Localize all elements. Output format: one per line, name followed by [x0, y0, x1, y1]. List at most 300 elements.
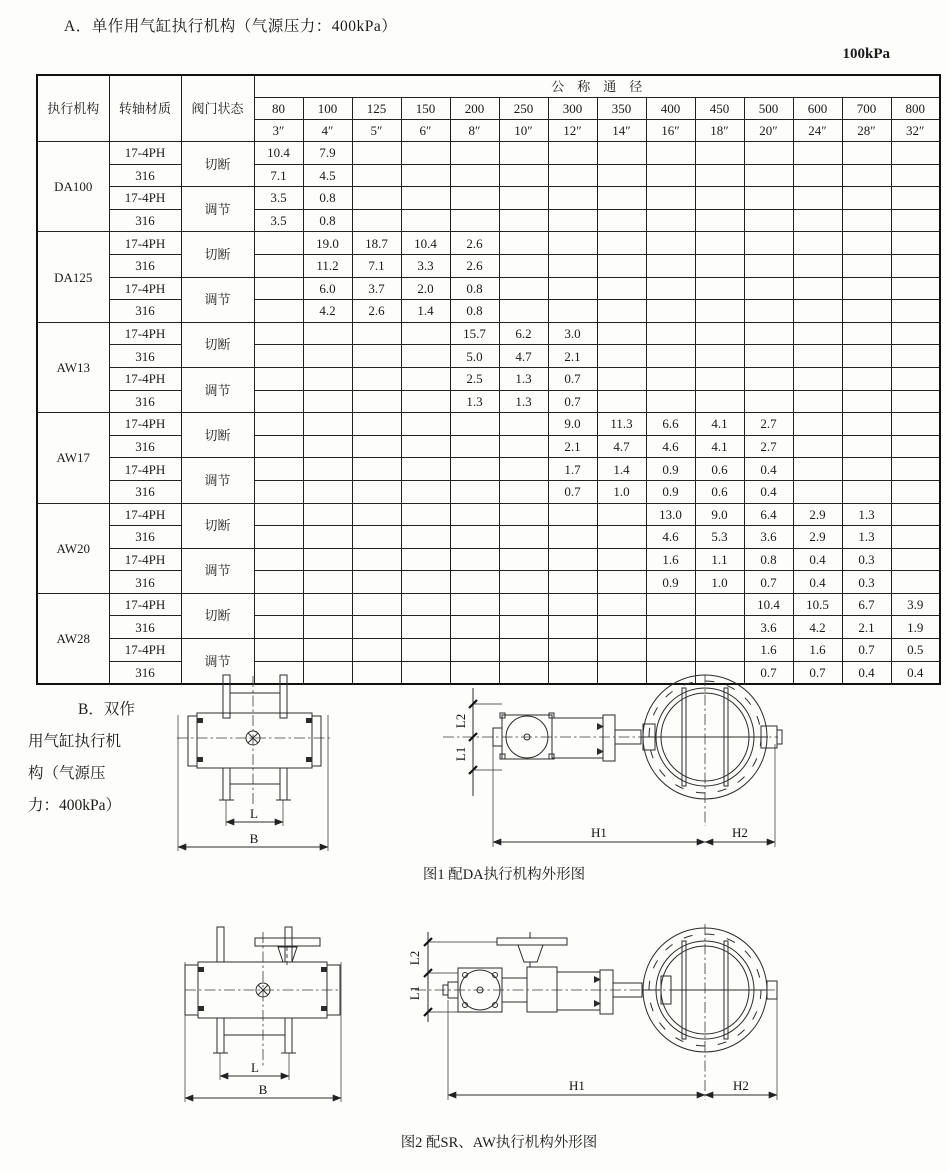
- torque-value: 3.0: [548, 322, 597, 345]
- torque-value: 0.9: [646, 480, 695, 503]
- size-mm-300: 300: [548, 98, 597, 120]
- size-mm-400: 400: [646, 98, 695, 120]
- size-inch: 20″: [744, 120, 793, 142]
- torque-value: [548, 616, 597, 639]
- size-inch: 32″: [891, 120, 940, 142]
- dimension-label-B: B: [258, 1082, 268, 1097]
- torque-value: 3.6: [744, 616, 793, 639]
- torque-value: 1.4: [401, 300, 450, 323]
- torque-value: [499, 142, 548, 165]
- section-b-line: 力：400kPa）: [28, 797, 122, 814]
- torque-value: 6.0: [303, 277, 352, 300]
- torque-value: 6.6: [646, 413, 695, 436]
- actuator-name: AW17: [37, 413, 109, 503]
- torque-value: 1.3: [499, 367, 548, 390]
- torque-value: [401, 593, 450, 616]
- figure2-front-view-drawing: [183, 916, 345, 1104]
- torque-value: [254, 548, 303, 571]
- torque-value: 2.1: [548, 345, 597, 368]
- torque-value: [254, 593, 303, 616]
- dimension-label-B: B: [249, 831, 259, 846]
- torque-value: 2.7: [744, 413, 793, 436]
- torque-value: 1.9: [891, 616, 940, 639]
- torque-value: [597, 300, 646, 323]
- size-inch: 28″: [842, 120, 891, 142]
- torque-value: [597, 254, 646, 277]
- table-row: [37, 458, 940, 481]
- torque-value: [744, 390, 793, 413]
- torque-value: [548, 232, 597, 255]
- torque-value: [842, 345, 891, 368]
- torque-value: 0.4: [793, 548, 842, 571]
- torque-value: 0.8: [744, 548, 793, 571]
- torque-value: 1.0: [695, 571, 744, 594]
- table-row: [37, 187, 940, 210]
- torque-value: [597, 164, 646, 187]
- handwheel-hub: [518, 945, 543, 962]
- torque-value: 3.5: [254, 209, 303, 232]
- torque-value: [450, 480, 499, 503]
- dimension-label-L: L: [251, 1060, 259, 1075]
- torque-value: [254, 232, 303, 255]
- torque-value: [548, 187, 597, 210]
- torque-value: 6.7: [842, 593, 891, 616]
- torque-value: [646, 367, 695, 390]
- torque-value: [744, 254, 793, 277]
- torque-value: [548, 254, 597, 277]
- shaft-material: 17-4PH: [109, 142, 181, 165]
- torque-value: [646, 300, 695, 323]
- torque-value: [597, 322, 646, 345]
- table-row: [37, 593, 940, 616]
- torque-value: [499, 639, 548, 662]
- section-b-title: [28, 694, 184, 822]
- torque-value: [891, 322, 940, 345]
- table-row: [37, 503, 940, 526]
- torque-value: [842, 300, 891, 323]
- torque-value: [842, 390, 891, 413]
- cylinder-body-side: [552, 718, 603, 758]
- shaft-material: 316: [109, 661, 181, 684]
- torque-value: [597, 345, 646, 368]
- torque-value: [499, 277, 548, 300]
- torque-value: [891, 300, 940, 323]
- torque-value: [842, 322, 891, 345]
- torque-value: [401, 458, 450, 481]
- section-b-line: 用气缸执行机: [28, 733, 122, 750]
- torque-value: [891, 164, 940, 187]
- torque-value: [695, 639, 744, 662]
- torque-value: [352, 548, 401, 571]
- torque-value: [695, 187, 744, 210]
- shaft-material: 17-4PH: [109, 458, 181, 481]
- torque-value: [842, 413, 891, 436]
- actuator-name: DA125: [37, 232, 109, 322]
- torque-value: [891, 187, 940, 210]
- torque-value: 2.7: [744, 435, 793, 458]
- size-inch: 6″: [401, 120, 450, 142]
- torque-value: 2.0: [401, 277, 450, 300]
- torque-value: 5.3: [695, 526, 744, 549]
- table-row: [37, 367, 940, 390]
- shaft-material: 17-4PH: [109, 548, 181, 571]
- torque-value: 2.1: [842, 616, 891, 639]
- figure2-caption: 图2 配SR、AW执行机构外形图: [400, 1135, 598, 1151]
- size-inch: 4″: [303, 120, 352, 142]
- torque-value: [646, 322, 695, 345]
- torque-value: [744, 209, 793, 232]
- torque-value: 10.5: [793, 593, 842, 616]
- torque-value: [303, 458, 352, 481]
- shaft-material: 316: [109, 616, 181, 639]
- torque-value: 3.5: [254, 187, 303, 210]
- butterfly-valve-body: [643, 675, 782, 826]
- torque-value: [401, 548, 450, 571]
- torque-value: 0.4: [744, 480, 793, 503]
- table-row: [37, 209, 940, 232]
- torque-value: [450, 616, 499, 639]
- torque-value: 3.6: [744, 526, 793, 549]
- torque-value: [352, 390, 401, 413]
- torque-value: [303, 480, 352, 503]
- torque-value: [744, 232, 793, 255]
- torque-value: [548, 300, 597, 323]
- shaft-material: 316: [109, 435, 181, 458]
- torque-value: [303, 616, 352, 639]
- torque-value: 19.0: [303, 232, 352, 255]
- col-header-actuator: 执行机构: [37, 75, 109, 142]
- end-plate: [597, 715, 615, 761]
- torque-value: 11.3: [597, 413, 646, 436]
- dimension-label-L2: L2: [453, 713, 468, 729]
- torque-value: [401, 639, 450, 662]
- figure1-side-view-drawing: [438, 672, 783, 860]
- size-mm-500: 500: [744, 98, 793, 120]
- torque-value: [254, 390, 303, 413]
- torque-value: [891, 548, 940, 571]
- figure1-caption: 图1 配DA执行机构外形图: [422, 867, 586, 883]
- torque-value: [695, 277, 744, 300]
- torque-value: [744, 367, 793, 390]
- torque-value: [499, 480, 548, 503]
- torque-value: [499, 209, 548, 232]
- torque-value: [450, 164, 499, 187]
- torque-value: 10.4: [401, 232, 450, 255]
- dimension-label-L1: L1: [407, 985, 422, 1001]
- torque-value: [891, 503, 940, 526]
- torque-value: 1.3: [842, 503, 891, 526]
- valve-state: 调节: [181, 277, 254, 322]
- torque-value: 4.2: [793, 616, 842, 639]
- torque-value: 9.0: [695, 503, 744, 526]
- torque-value: [254, 480, 303, 503]
- torque-value: [597, 571, 646, 594]
- torque-value: 2.6: [450, 254, 499, 277]
- torque-value: 3.9: [891, 593, 940, 616]
- torque-value: [352, 164, 401, 187]
- torque-value: 0.8: [303, 209, 352, 232]
- torque-value: [695, 232, 744, 255]
- shaft-material: 17-4PH: [109, 413, 181, 436]
- actuator-name: DA100: [37, 142, 109, 232]
- handwheel: [497, 932, 567, 967]
- handwheel-hub: [278, 947, 297, 962]
- torque-value: [499, 435, 548, 458]
- table-row: [37, 616, 940, 639]
- torque-value: [303, 639, 352, 662]
- torque-value: 0.7: [842, 639, 891, 662]
- shaft-material: 17-4PH: [109, 277, 181, 300]
- torque-value: [597, 277, 646, 300]
- torque-value: [842, 277, 891, 300]
- torque-value: [842, 435, 891, 458]
- torque-value: 0.9: [646, 571, 695, 594]
- torque-value: [303, 548, 352, 571]
- torque-value: [695, 322, 744, 345]
- torque-value: 0.7: [548, 480, 597, 503]
- torque-value: 2.9: [793, 526, 842, 549]
- torque-value: [695, 345, 744, 368]
- torque-value: [254, 345, 303, 368]
- torque-value: [254, 367, 303, 390]
- torque-value: 3.3: [401, 254, 450, 277]
- torque-value: [597, 187, 646, 210]
- torque-value: 0.8: [450, 300, 499, 323]
- torque-value: [548, 526, 597, 549]
- top-mounting-bracket: [223, 675, 287, 718]
- torque-value: [450, 142, 499, 165]
- size-inch: 14″: [597, 120, 646, 142]
- torque-value: [352, 367, 401, 390]
- torque-value: [793, 254, 842, 277]
- torque-value: [548, 639, 597, 662]
- torque-value: [352, 322, 401, 345]
- dimension-label-L2: L2: [407, 950, 422, 966]
- dimension-label-H2: H2: [733, 1078, 749, 1093]
- butterfly-valve-body: [643, 924, 777, 1100]
- size-inch: 16″: [646, 120, 695, 142]
- size-inch: 24″: [793, 120, 842, 142]
- torque-value: [842, 458, 891, 481]
- torque-value: [548, 503, 597, 526]
- torque-value: 2.6: [450, 232, 499, 255]
- size-mm-200: 200: [450, 98, 499, 120]
- torque-value: [401, 164, 450, 187]
- torque-value: [891, 390, 940, 413]
- torque-value: [450, 571, 499, 594]
- torque-value: [891, 142, 940, 165]
- shaft-material: 316: [109, 164, 181, 187]
- dimension-label-H2: H2: [732, 825, 748, 840]
- size-inch: 8″: [450, 120, 499, 142]
- size-mm-700: 700: [842, 98, 891, 120]
- torque-value: [499, 593, 548, 616]
- torque-value: [842, 480, 891, 503]
- torque-value: [499, 254, 548, 277]
- torque-value: [254, 616, 303, 639]
- valve-state: 调节: [181, 458, 254, 503]
- torque-value: 7.1: [352, 254, 401, 277]
- torque-value: [695, 142, 744, 165]
- valve-state: 调节: [181, 548, 254, 593]
- torque-value: [891, 526, 940, 549]
- size-inch: 3″: [254, 120, 303, 142]
- torque-value: [646, 616, 695, 639]
- torque-value: 1.3: [450, 390, 499, 413]
- size-mm-450: 450: [695, 98, 744, 120]
- bottom-mounting-bracket: [219, 768, 291, 800]
- torque-value: 5.0: [450, 345, 499, 368]
- torque-value: [401, 367, 450, 390]
- torque-value: 1.1: [695, 548, 744, 571]
- table-row: [37, 254, 940, 277]
- torque-value: [450, 187, 499, 210]
- torque-value: [744, 300, 793, 323]
- torque-value: 1.4: [597, 458, 646, 481]
- table-row: [37, 277, 940, 300]
- shaft-material: 316: [109, 480, 181, 503]
- torque-value: 4.6: [646, 526, 695, 549]
- torque-value: 4.2: [303, 300, 352, 323]
- torque-value: 6.2: [499, 322, 548, 345]
- shaft-material: 17-4PH: [109, 187, 181, 210]
- section-a-title: A．单作用气缸执行机构（气源压力：400kPa）: [64, 18, 398, 35]
- torque-value: [499, 571, 548, 594]
- torque-value: [597, 593, 646, 616]
- torque-value: [597, 390, 646, 413]
- torque-value: 2.1: [548, 435, 597, 458]
- table-row: [37, 164, 940, 187]
- torque-value: [793, 390, 842, 413]
- size-mm-150: 150: [401, 98, 450, 120]
- torque-value: [891, 232, 940, 255]
- shaft-material: 316: [109, 300, 181, 323]
- torque-value: [842, 142, 891, 165]
- torque-value: 2.5: [450, 367, 499, 390]
- dimension-L1-L2: [407, 932, 497, 1022]
- torque-value: [401, 187, 450, 210]
- torque-value: [793, 367, 842, 390]
- torque-value: [352, 661, 401, 684]
- shaft-material: 316: [109, 571, 181, 594]
- table-row: [37, 639, 940, 662]
- torque-value: [842, 164, 891, 187]
- torque-value: [744, 164, 793, 187]
- torque-value: 6.4: [744, 503, 793, 526]
- dimension-L: [220, 1053, 289, 1080]
- torque-value: [597, 616, 646, 639]
- size-mm-800: 800: [891, 98, 940, 120]
- table-row: [37, 413, 940, 436]
- torque-value: [401, 435, 450, 458]
- table-row: [37, 300, 940, 323]
- torque-value: 0.7: [548, 367, 597, 390]
- torque-value: [744, 187, 793, 210]
- torque-value: [744, 322, 793, 345]
- torque-value: [695, 254, 744, 277]
- torque-value: [352, 480, 401, 503]
- torque-value: 1.3: [842, 526, 891, 549]
- torque-value: 0.7: [744, 661, 793, 684]
- torque-value: [450, 413, 499, 436]
- torque-value: [744, 345, 793, 368]
- torque-value: 0.9: [646, 458, 695, 481]
- torque-value: [646, 187, 695, 210]
- shaft-material: 316: [109, 254, 181, 277]
- torque-value: [254, 526, 303, 549]
- table-row: [37, 480, 940, 503]
- table-row: [37, 232, 940, 255]
- torque-value: [793, 164, 842, 187]
- torque-value: [254, 503, 303, 526]
- torque-value: [842, 367, 891, 390]
- torque-value: [450, 548, 499, 571]
- col-header-nominal-diameter: 公 称 通 径: [254, 75, 940, 98]
- torque-value: [352, 187, 401, 210]
- torque-value: [401, 503, 450, 526]
- torque-value: [352, 639, 401, 662]
- torque-value: [548, 209, 597, 232]
- dimension-label-L1: L1: [453, 746, 468, 762]
- torque-value: 2.6: [352, 300, 401, 323]
- torque-value: [744, 277, 793, 300]
- size-inch: 12″: [548, 120, 597, 142]
- torque-value: 1.0: [597, 480, 646, 503]
- torque-value: [401, 345, 450, 368]
- torque-value: [303, 322, 352, 345]
- torque-value: [401, 390, 450, 413]
- torque-value: [891, 367, 940, 390]
- torque-value: [450, 458, 499, 481]
- shaft-material: 316: [109, 209, 181, 232]
- torque-value: 0.3: [842, 548, 891, 571]
- torque-value: [597, 367, 646, 390]
- torque-value: [401, 526, 450, 549]
- torque-value: 1.7: [548, 458, 597, 481]
- dimension-label-H1: H1: [591, 825, 607, 840]
- torque-value: [695, 390, 744, 413]
- col-header-valve_state: 阀门状态: [181, 75, 254, 142]
- torque-value: [499, 413, 548, 436]
- torque-value: [548, 593, 597, 616]
- torque-value: [352, 526, 401, 549]
- torque-value: [499, 164, 548, 187]
- torque-value: 4.6: [646, 435, 695, 458]
- torque-value: [499, 458, 548, 481]
- torque-value: [254, 300, 303, 323]
- torque-value: [303, 571, 352, 594]
- torque-value: [695, 164, 744, 187]
- torque-value: [254, 254, 303, 277]
- torque-value: [499, 548, 548, 571]
- torque-value: 0.4: [744, 458, 793, 481]
- torque-value: 15.7: [450, 322, 499, 345]
- torque-value: [499, 526, 548, 549]
- torque-value: 1.6: [646, 548, 695, 571]
- torque-table-wrap: [36, 74, 941, 685]
- manual-override-block: [527, 967, 557, 1012]
- torque-value: [303, 345, 352, 368]
- torque-value: [842, 254, 891, 277]
- table-row: [37, 526, 940, 549]
- torque-value: [352, 435, 401, 458]
- torque-value: [793, 300, 842, 323]
- size-mm-80: 80: [254, 98, 303, 120]
- valve-state: 切断: [181, 322, 254, 367]
- actuator-name: AW28: [37, 593, 109, 684]
- torque-value: 4.1: [695, 413, 744, 436]
- torque-value: [695, 593, 744, 616]
